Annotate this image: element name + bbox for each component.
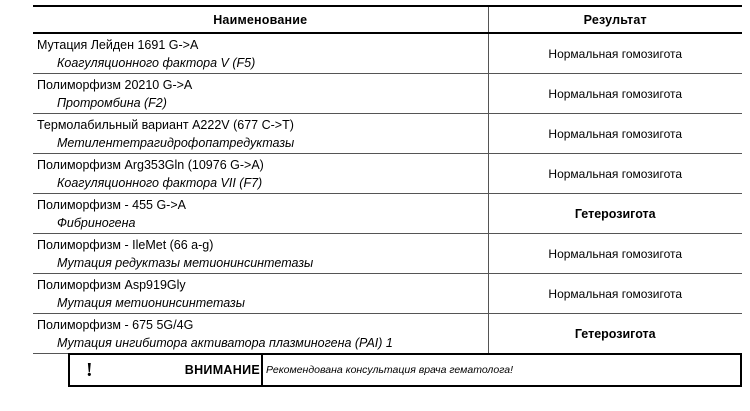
marker-title: Полиморфизм Arg353Gln (10976 G->A) [37, 157, 264, 172]
table-body [33, 33, 742, 354]
column-header-name: Наименование [33, 6, 488, 33]
marker-title: Полиморфизм - IleMet (66 a-g) [37, 237, 214, 252]
marker-name-cell [33, 154, 488, 194]
marker-subtitle: Протромбина (F2) [57, 95, 167, 110]
marker-result-cell: Нормальная гомозигота [488, 234, 742, 274]
marker-title: Термолабильный вариант A222V (677 C->T) [37, 117, 294, 132]
marker-result-cell: Нормальная гомозигота [488, 154, 742, 194]
table-row [33, 314, 742, 354]
marker-title: Полиморфизм 20210 G->A [37, 77, 193, 92]
marker-title: Полиморфизм Asp919Gly [37, 277, 186, 292]
marker-result-cell: Нормальная гомозигота [488, 74, 742, 114]
marker-subtitle: Мутация ингибитора активатора плазминогена (PAI) 1 [57, 335, 393, 350]
marker-result-cell: Гетерозигота [488, 194, 742, 234]
marker-result-cell: Гетерозигота [488, 314, 742, 354]
table-header [33, 6, 742, 33]
marker-subtitle: Мутация метионинсинтетазы [57, 295, 245, 310]
exclamation-icon: ! [86, 359, 93, 381]
marker-result-cell: Нормальная гомозигота [488, 114, 742, 154]
marker-name-cell [33, 234, 488, 274]
marker-name-cell [33, 33, 488, 74]
warning-label-group [70, 355, 263, 385]
marker-name-cell [33, 274, 488, 314]
genetic-results-table [33, 5, 742, 354]
table-row [33, 234, 742, 274]
marker-subtitle: Фибриногена [57, 215, 136, 230]
table-row [33, 33, 742, 74]
table-row [33, 114, 742, 154]
marker-result-cell: Нормальная гомозигота [488, 274, 742, 314]
table-header-row [33, 6, 742, 33]
marker-result-cell: Нормальная гомозигота [488, 33, 742, 74]
marker-name-cell [33, 314, 488, 354]
marker-name-cell [33, 114, 488, 154]
warning-message: Рекомендована консультация врача гематолога! [266, 364, 514, 376]
table-row [33, 154, 742, 194]
table-row [33, 274, 742, 314]
marker-subtitle: Метилентетрагидрофопатредуктазы [57, 135, 295, 150]
table-row [33, 194, 742, 234]
marker-name-cell [33, 194, 488, 234]
warning-box [68, 353, 742, 387]
marker-subtitle: Коагуляционного фактора VII (F7) [57, 175, 263, 190]
marker-name-cell [33, 74, 488, 114]
column-header-result: Результат [488, 6, 742, 33]
marker-title: Полиморфизм - 675 5G/4G [37, 317, 194, 332]
marker-subtitle: Мутация редуктазы метионинсинтетазы [57, 255, 314, 270]
marker-title: Мутация Лейден 1691 G->A [37, 37, 199, 52]
marker-title: Полиморфизм - 455 G->A [37, 197, 186, 212]
marker-subtitle: Коагуляционного фактора V (F5) [57, 55, 256, 70]
warning-label: ВНИМАНИЕ [184, 363, 260, 377]
table-row [33, 74, 742, 114]
